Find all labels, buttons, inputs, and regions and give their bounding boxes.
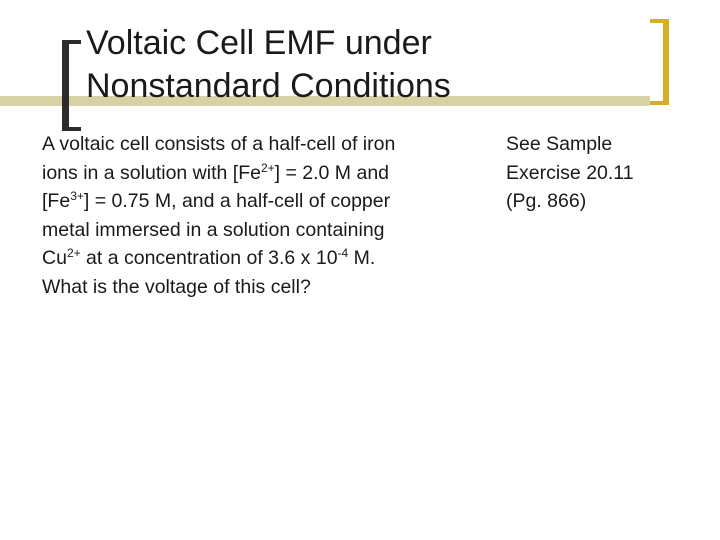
slide-title-line-2: Nonstandard Conditions [86, 67, 451, 105]
problem-text: metal immersed in a solution containing [42, 218, 385, 241]
problem-statement [42, 130, 492, 302]
exponent-superscript: -4 [337, 246, 349, 261]
problem-text: [Fe [42, 190, 71, 213]
problem-text: ] = 0.75 M, and a half-cell of copper [83, 190, 391, 213]
problem-text: A voltaic cell consists of a half-cell of iron [42, 133, 396, 155]
charge-superscript: 3+ [70, 189, 84, 204]
problem-line-4 [42, 216, 492, 245]
problem-text: Cu [42, 247, 67, 270]
problem-text: ions in a solution with [Fe [42, 161, 261, 184]
right-bracket-decoration [650, 19, 669, 105]
sample-exercise-reference [506, 130, 706, 216]
side-note-line-1: See Sample [506, 133, 613, 155]
slide-title-line-1: Voltaic Cell EMF under [86, 24, 432, 62]
side-note-line-3: (Pg. 866) [506, 190, 587, 213]
slide-title [86, 22, 646, 108]
charge-superscript: 2+ [260, 160, 275, 175]
problem-text: ] = 2.0 M and [274, 161, 390, 184]
problem-line-2 [42, 159, 492, 188]
problem-text: at a concentration of 3.6 x 10 [80, 247, 338, 270]
problem-line-3 [42, 187, 492, 216]
charge-superscript: 2+ [66, 246, 81, 261]
left-bracket-decoration [62, 40, 81, 131]
side-note-line-2: Exercise 20.11 [506, 161, 634, 184]
problem-line-1 [42, 130, 492, 159]
problem-line-5 [42, 244, 492, 273]
problem-text: M. [348, 247, 376, 270]
problem-text: What is the voltage of this cell? [42, 275, 311, 298]
problem-line-6 [42, 273, 492, 302]
